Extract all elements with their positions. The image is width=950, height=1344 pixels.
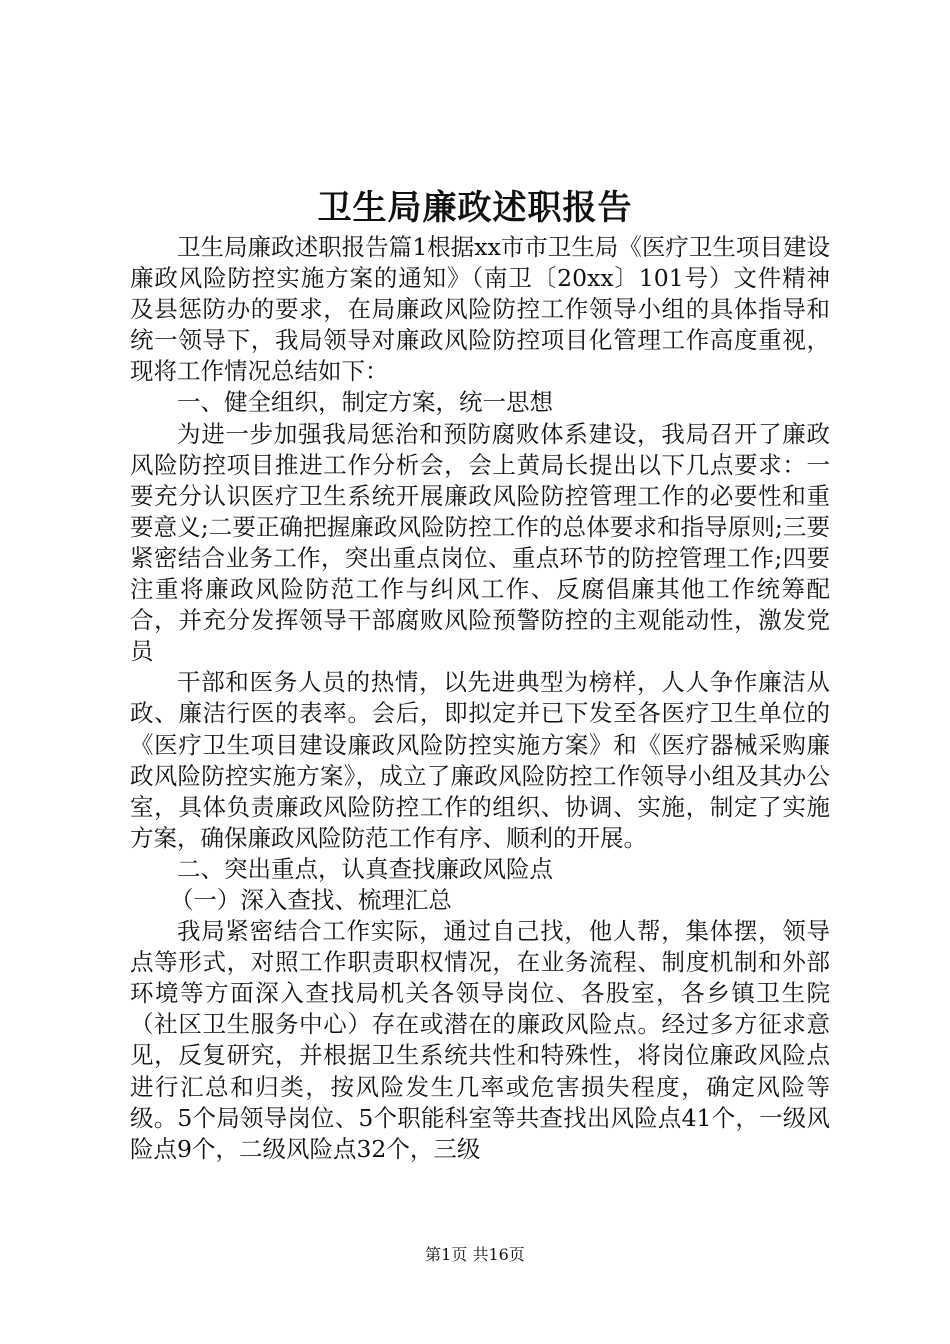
section-heading-2: 二、突出重点，认真查找廉政风险点	[177, 854, 553, 883]
sub-section-heading: （一）深入查找、梳理汇总	[169, 885, 452, 914]
body-paragraph: 为进一步加强我局惩治和预防腐败体系建设，我局召开了廉政风险防控项目推进工作分析会，会上黄局长提出以下几点要求：一要充分认识医疗卫生系统开展廉政风险防控管理工作的必要性和重要意义;二要正确把握廉政风险防控工作的总体要求和指导原则;三要紧密结合业务工作，突出重点岗位、重点环节的防控管理工作;四要注重将廉政风险防范工作与纠风工作、反腐倡廉其他工作统筹配合，并充分发挥领导干部腐败风险预警防控的主观能动性，激发党员	[130, 419, 830, 666]
document-title: 卫生局廉政述职报告	[317, 188, 633, 228]
intro-paragraph: 卫生局廉政述职报告篇1根据xx市市卫生局《医疗卫生项目建设廉政风险防控实施方案的通知》（南卫〔20xx〕101号）文件精神及县惩防办的要求，在局廉政风险防控工作领导小组的具体指导和统一领导下，我局领导对廉政风险防控项目化管理工作高度重视，现将工作情况总结如下：	[130, 233, 830, 386]
body-paragraph: 我局紧密结合工作实际，通过自己找，他人帮，集体摆，领导点等形式，对照工作职责职权情况，在业务流程、制度机制和外部环境等方面深入查找局机关各领导岗位、各股室，各乡镇卫生院（社区卫生服务中心）存在或潜在的廉政风险点。经过多方征求意见，反复研究，并根据卫生系统共性和特殊性，将岗位廉政风险点进行汇总和归类，按风险发生几率或危害损失程度，确定风险等级。5个局领导岗位、5个职能科室等共查找出风险点41个，一级风险点9个，二级风险点32个，三级	[130, 917, 830, 1163]
section-heading-1: 一、健全组织，制定方案，统一思想	[177, 388, 553, 417]
page-number-footer: 第1页 共16页	[425, 1245, 525, 1264]
body-paragraph: 干部和医务人员的热情，以先进典型为榜样，人人争作廉洁从政、廉洁行医的表率。会后，即拟定并已下发至各医疗卫生单位的《医疗卫生项目建设廉政风险防控实施方案》和《医疗器械采购廉政风险防控实施方案》，成立了廉政风险防控工作领导小组及其办公室，具体负责廉政风险防控工作的组织、协调、实施，制定了实施方案，确保廉政风险防范工作有序、顺利的开展。	[130, 668, 830, 852]
document-body	[130, 232, 830, 1165]
